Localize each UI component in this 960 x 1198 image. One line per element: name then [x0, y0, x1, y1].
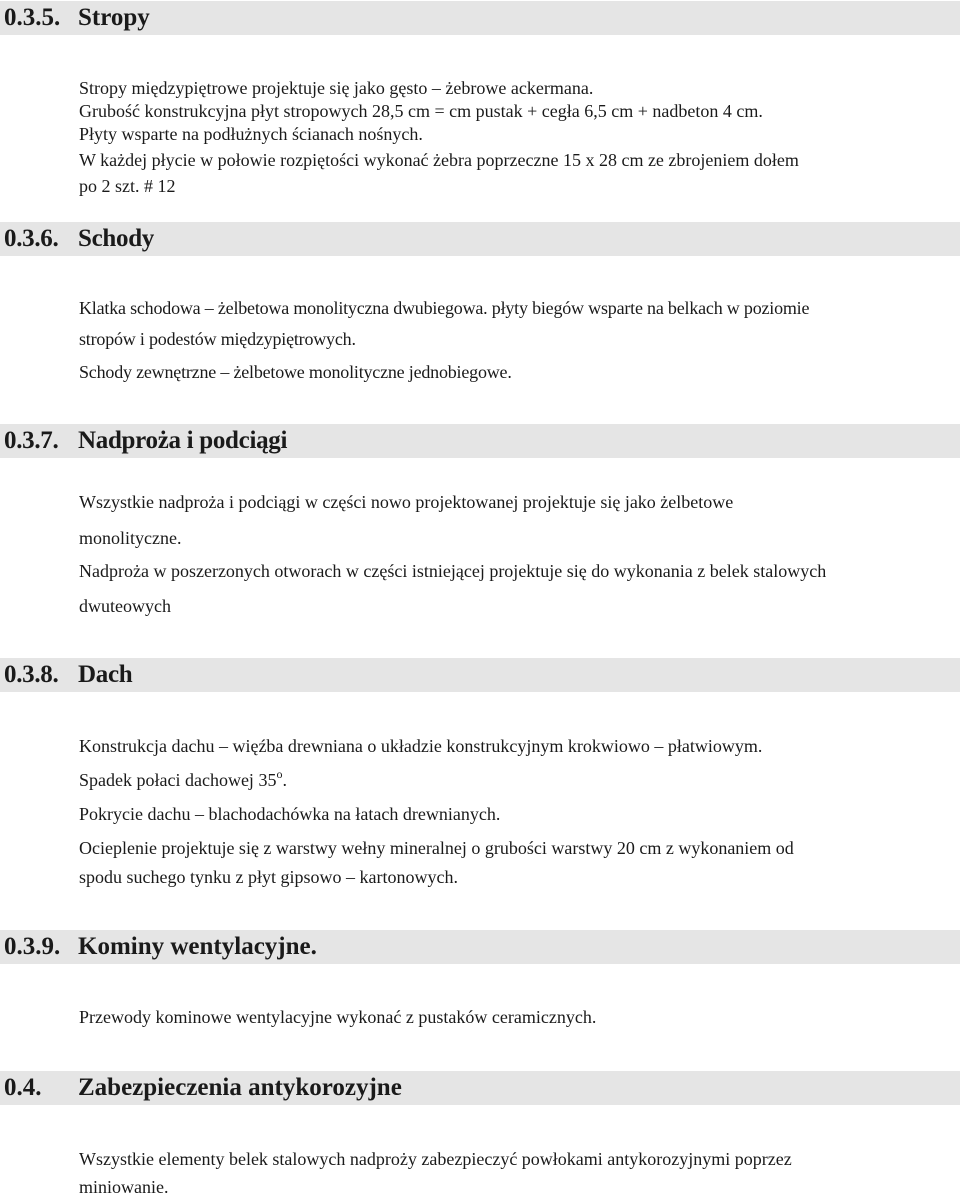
section-heading-0-4 — [0, 1071, 960, 1105]
section-number: 0.3.5. — [4, 4, 61, 31]
paragraph: Przewody kominowe wentylacyjne wykonać z pustaków ceramicznych. — [79, 1007, 597, 1027]
paragraph: Wszystkie elementy belek stalowych nadproży zabezpieczyć powłokami antykorozyjnymi poprzez — [79, 1149, 792, 1169]
paragraph: W każdej płycie w połowie rozpiętości wykonać żebra poprzeczne 15 x 28 cm ze zbrojeniem dołem — [79, 150, 799, 170]
paragraph: Ocieplenie projektuje się z warstwy wełny mineralnej o grubości warstwy 20 cm z wykonaniem od — [79, 838, 794, 858]
section-title: Stropy — [78, 4, 150, 31]
paragraph — [79, 767, 954, 791]
section-title: Dach — [78, 661, 133, 688]
paragraph: Wszystkie nadproża i podciągi w części nowo projektowanej projektuje się jako żelbetowe — [79, 492, 734, 512]
section-number: 0.3.7. — [4, 427, 59, 454]
section-heading-0-3-7 — [0, 424, 960, 458]
section-number: 0.3.6. — [4, 225, 59, 252]
paragraph: dwuteowych — [79, 596, 171, 616]
paragraph: po 2 szt. # 12 — [79, 176, 176, 196]
period: . — [282, 770, 287, 790]
roof-slope-text: Spadek połaci dachowej 35 — [79, 770, 277, 790]
paragraph: spodu suchego tynku z płyt gipsowo – kartonowych. — [79, 867, 458, 887]
section-heading-0-3-6 — [0, 222, 960, 256]
paragraph: Płyty wsparte na podłużnych ścianach nośnych. — [79, 124, 423, 144]
paragraph: Grubość konstrukcyjna płyt stropowych 28,5 cm = cm pustak + cegła 6,5 cm + nadbeton 4 cm. — [79, 101, 763, 121]
paragraph: Klatka schodowa – żelbetowa monolityczna dwubiegowa. płyty biegów wsparte na belkach w poziomie — [79, 298, 810, 318]
paragraph: Pokrycie dachu – blachodachówka na łatach drewnianych. — [79, 804, 501, 824]
section-title: Nadproża i podciągi — [78, 427, 288, 454]
paragraph: Konstrukcja dachu – więźba drewniana o układzie konstrukcyjnym krokwiowo – płatwiowym. — [79, 736, 763, 756]
section-number: 0.3.8. — [4, 661, 59, 688]
paragraph: miniowanie. — [79, 1177, 169, 1197]
paragraph: Schody zewnętrzne – żelbetowe monolityczne jednobiegowe. — [79, 362, 512, 382]
paragraph: stropów i podestów międzypiętrowych. — [79, 329, 356, 349]
section-heading-0-3-5 — [0, 1, 960, 35]
paragraph: monolityczne. — [79, 528, 182, 548]
section-number: 0.3.9. — [4, 933, 61, 960]
paragraph: Stropy międzypiętrowe projektuje się jako gęsto – żebrowe ackermana. — [79, 78, 594, 98]
section-title: Zabezpieczenia antykorozyjne — [78, 1074, 402, 1101]
section-title: Kominy wentylacyjne. — [78, 933, 317, 960]
section-title: Schody — [78, 225, 155, 252]
section-heading-0-3-8 — [0, 658, 960, 692]
paragraph: Nadproża w poszerzonych otworach w części istniejącej projektuje się do wykonania z belek stalowych — [79, 561, 827, 581]
degree-superscript: o — [276, 767, 283, 781]
section-heading-0-3-9 — [0, 930, 960, 964]
section-number: 0.4. — [4, 1074, 42, 1101]
